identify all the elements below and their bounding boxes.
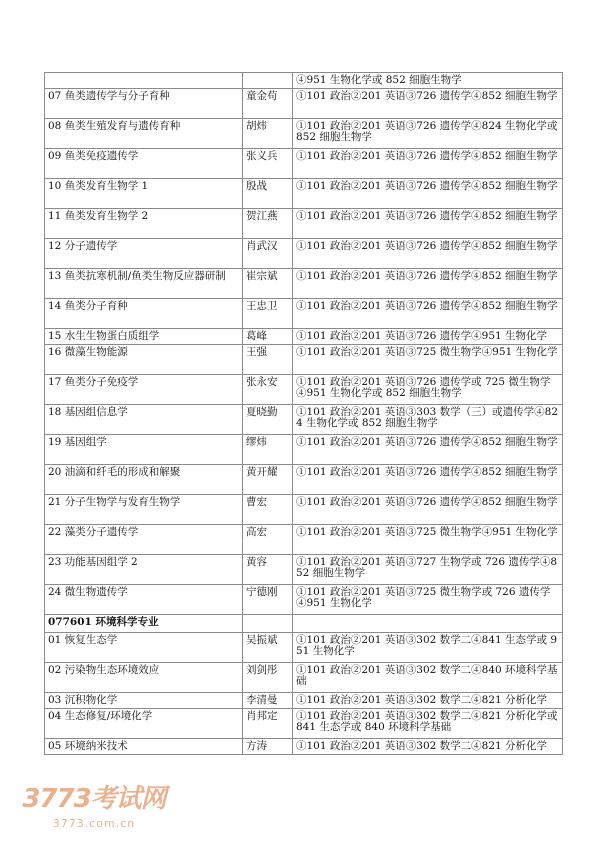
research-direction-cell: 12 分子遗传学 [45, 239, 243, 269]
exam-subjects-cell: ①101 政治②201 英语③725 微生物学④951 生物化学 [293, 345, 563, 375]
major-header-row [45, 615, 563, 633]
exam-subjects-cell: ①101 政治②201 英语③727 生物学或 726 遗传学④852 细胞生物学 [293, 555, 563, 585]
supervisor-cell: 肖武汉 [243, 239, 293, 269]
research-direction-cell: 20 油滴和纤毛的形成和解聚 [45, 465, 243, 495]
table-row [45, 345, 563, 375]
exam-subjects-cell: ①101 政治②201 英语③726 遗传学④852 细胞生物学 [293, 435, 563, 465]
exam-subjects-cell: ①101 政治②201 英语③302 数学二④840 环境科学基础 [293, 663, 563, 693]
research-direction-cell: 21 分子生物学与发育生物学 [45, 495, 243, 525]
exam-subjects-cell: ①101 政治②201 英语③726 遗传学④852 细胞生物学 [293, 239, 563, 269]
research-direction-cell: 14 鱼类分子育种 [45, 299, 243, 329]
major-name-cell: 077601 环境科学专业 [45, 615, 243, 633]
table-row [45, 585, 563, 615]
watermark-url: 3773.com.cn [52, 817, 136, 830]
exam-subjects-cell: ①101 政治②201 英语③302 数学二④821 分析化学 [293, 693, 563, 709]
exam-subjects-cell: ④951 生物化学或 852 细胞生物学 [293, 73, 563, 89]
supervisor-cell: 吴振斌 [243, 633, 293, 663]
supervisor-cell: 张永安 [243, 375, 293, 405]
table-row [45, 299, 563, 329]
research-direction-cell: 11 鱼类发育生物学 2 [45, 209, 243, 239]
table-row [45, 663, 563, 693]
exam-subjects-cell: ①101 政治②201 英语③726 遗传学④852 细胞生物学 [293, 179, 563, 209]
table-row [45, 435, 563, 465]
exam-subjects-cell [293, 615, 563, 633]
research-direction-cell: 23 功能基因组学 2 [45, 555, 243, 585]
supervisor-cell: 方涛 [243, 739, 293, 755]
supervisor-cell: 童金苟 [243, 89, 293, 119]
supervisor-cell [243, 73, 293, 89]
supervisor-cell: 宁德刚 [243, 585, 293, 615]
research-direction-cell: 09 鱼类免疫遗传学 [45, 149, 243, 179]
supervisor-cell: 肖邦定 [243, 709, 293, 739]
table-row [45, 73, 563, 89]
table-row [45, 269, 563, 299]
exam-subjects-cell: ①101 政治②201 英语③725 微生物学④951 生物化学 [293, 525, 563, 555]
supervisor-cell: 高宏 [243, 525, 293, 555]
research-direction-cell: 08 鱼类生殖发育与遗传育种 [45, 119, 243, 149]
table-row [45, 739, 563, 755]
supervisor-cell: 夏晓勤 [243, 405, 293, 435]
table-row [45, 405, 563, 435]
exam-subjects-cell: ①101 政治②201 英语③726 遗传学④852 细胞生物学 [293, 299, 563, 329]
table-row [45, 633, 563, 663]
table-row [45, 239, 563, 269]
research-direction-cell: 04 生态修复/环境化学 [45, 709, 243, 739]
exam-subjects-cell: ①101 政治②201 英语③302 数学二④841 生态学或 951 生物化学 [293, 633, 563, 663]
research-direction-cell: 24 微生物遗传学 [45, 585, 243, 615]
research-direction-cell: 03 沉积物化学 [45, 693, 243, 709]
exam-subjects-cell: ①101 政治②201 英语③726 遗传学④951 生物化学 [293, 329, 563, 345]
table-row [45, 375, 563, 405]
table-row [45, 329, 563, 345]
table-row [45, 465, 563, 495]
exam-subjects-cell: ①101 政治②201 英语③726 遗传学④852 细胞生物学 [293, 209, 563, 239]
table-row [45, 495, 563, 525]
table-row [45, 555, 563, 585]
research-direction-cell: 16 微藻生物能源 [45, 345, 243, 375]
site-watermark [14, 778, 174, 830]
research-direction-cell: 22 藻类分子遗传学 [45, 525, 243, 555]
supervisor-cell: 张义兵 [243, 149, 293, 179]
supervisor-cell: 葛峰 [243, 329, 293, 345]
exam-subjects-cell: ①101 政治②201 英语③726 遗传学④852 细胞生物学 [293, 89, 563, 119]
supervisor-cell: 胡炜 [243, 119, 293, 149]
exam-subjects-cell: ①101 政治②201 英语③726 遗传学或 725 微生物学④951 生物化学或 852 细胞生物学 [293, 375, 563, 405]
supervisor-cell: 殷战 [243, 179, 293, 209]
supervisor-cell: 缪炜 [243, 435, 293, 465]
research-direction-cell: 19 基因组学 [45, 435, 243, 465]
table-row [45, 149, 563, 179]
exam-subjects-cell: ①101 政治②201 英语③726 遗传学④852 细胞生物学 [293, 465, 563, 495]
table-body [45, 73, 563, 755]
supervisor-cell: 黄开耀 [243, 465, 293, 495]
supervisor-cell: 贺江燕 [243, 209, 293, 239]
supervisor-cell: 黄容 [243, 555, 293, 585]
exam-subjects-cell: ①101 政治②201 英语③725 微生物学或 726 遗传学④951 生物化学 [293, 585, 563, 615]
table-row [45, 179, 563, 209]
research-direction-cell: 13 鱼类抗寒机制/鱼类生物反应器研制 [45, 269, 243, 299]
exam-subjects-cell: ①101 政治②201 英语③303 数学（三）或遗传学④824 生物化学或 852 细胞生物学 [293, 405, 563, 435]
table-row [45, 119, 563, 149]
research-direction-cell: 15 水生生物蛋白质组学 [45, 329, 243, 345]
table-row [45, 525, 563, 555]
supervisor-cell: 王忠卫 [243, 299, 293, 329]
supervisor-cell: 李清曼 [243, 693, 293, 709]
research-direction-cell: 07 鱼类遗传学与分子育种 [45, 89, 243, 119]
supervisor-cell: 王强 [243, 345, 293, 375]
supervisor-cell: 刘剑彤 [243, 663, 293, 693]
exam-subjects-cell: ①101 政治②201 英语③726 遗传学④852 细胞生物学 [293, 495, 563, 525]
research-direction-cell: 05 环境纳米技术 [45, 739, 243, 755]
exam-subjects-table [44, 72, 563, 755]
exam-subjects-cell: ①101 政治②201 英语③726 遗传学④824 生物化学或 852 细胞生物学 [293, 119, 563, 149]
research-direction-cell: 18 基因组信息学 [45, 405, 243, 435]
exam-subjects-cell: ①101 政治②201 英语③302 数学二④821 分析化学 [293, 739, 563, 755]
research-direction-cell [45, 73, 243, 89]
research-direction-cell: 01 恢复生态学 [45, 633, 243, 663]
exam-subjects-cell: ①101 政治②201 英语③726 遗传学④852 细胞生物学 [293, 269, 563, 299]
supervisor-cell: 崔宗斌 [243, 269, 293, 299]
table-row [45, 89, 563, 119]
watermark-logo: 3773考试网 [22, 784, 166, 814]
table-row [45, 693, 563, 709]
research-direction-cell: 02 污染物生态环境效应 [45, 663, 243, 693]
exam-subjects-cell: ①101 政治②201 英语③302 数学二④821 分析化学或 841 生态学或 840 环境科学基础 [293, 709, 563, 739]
supervisor-cell [243, 615, 293, 633]
research-direction-cell: 17 鱼类分子免疫学 [45, 375, 243, 405]
research-direction-cell: 10 鱼类发育生物学 1 [45, 179, 243, 209]
supervisor-cell: 曹宏 [243, 495, 293, 525]
exam-subjects-cell: ①101 政治②201 英语③726 遗传学④852 细胞生物学 [293, 149, 563, 179]
table-row [45, 709, 563, 739]
table-row [45, 209, 563, 239]
